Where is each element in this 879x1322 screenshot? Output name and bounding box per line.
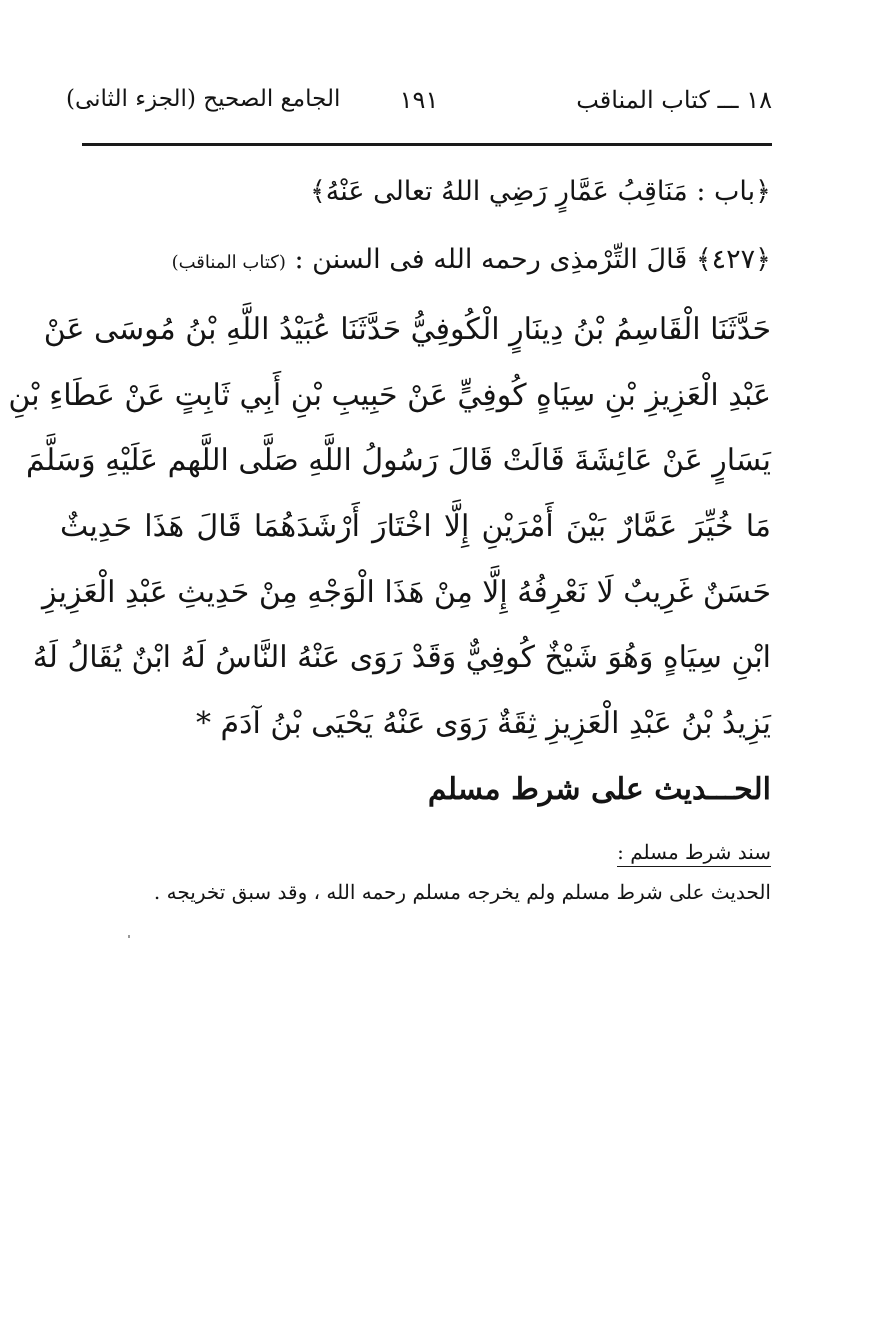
page-number: ١٩١ <box>399 86 439 114</box>
hadith-line: عَبْدِ الْعَزِيزِ بْنِ سِيَاهٍ كُوفِيٍّ عَنْ حَبِيبِ بْنِ أَبِي ثَابِتٍ عَنْ عَطَاءِ بْنِ <box>8 378 771 413</box>
book-running-title: الجامع الصحيح (الجزء الثانى) <box>66 86 341 112</box>
hadith-intro: قَالَ التِّرْمذِى رحمه الله فى السنن : <box>294 244 688 275</box>
print-speck <box>128 935 130 938</box>
hadith-line: حَدَّثَنَا الْقَاسِمُ بْنُ دِينَارٍ الْكُوفِيُّ حَدَّثَنَا عُبَيْدُ اللَّهِ بْنُ مُوسَى عَنْ <box>43 312 771 347</box>
hadith-line: يَزِيدُ بْنُ عَبْدِ الْعَزِيزِ ثِقَةٌ رَوَى عَنْهُ يَحْيَى بْنُ آدَمَ * <box>196 706 771 741</box>
hadith-line: يَسَارٍ عَنْ عَائِشَةَ قَالَتْ قَالَ رَسُولُ اللَّهِ صَلَّى اللَّهم عَلَيْهِ وَسَلَّمَ <box>26 443 771 478</box>
hadith-grade: الحـــديث على شرط مسلم <box>427 772 771 807</box>
note-text: الحديث على شرط مسلم ولم يخرجه مسلم رحمه الله ، وقد سبق تخريجه . <box>153 880 771 904</box>
hadith-line: مَا خُيِّرَ عَمَّارٌ بَيْنَ أَمْرَيْنِ إِلَّا اخْتَارَ أَرْشَدَهُمَا قَالَ هَذَا حَدِيثٌ <box>60 509 771 544</box>
running-header <box>66 86 772 126</box>
hadith-line: ابْنِ سِيَاهٍ وَهُوَ شَيْخٌ كُوفِيٌّ وَقَدْ رَوَى عَنْهُ النَّاسُ لَهُ ابْنٌ يُقَالُ لَهُ <box>32 640 771 675</box>
chapter-heading: ﴿باب : مَنَاقِبُ عَمَّارٍ رَضِي اللهُ تعالى عَنْهُ﴾ <box>309 176 771 207</box>
hadith-number: ﴿٤٢٧﴾ <box>695 244 771 275</box>
chapter-running-title: ١٨ ـــ كتاب المناقب <box>576 86 772 114</box>
hadith-reference: (كتاب المناقب) <box>171 252 286 273</box>
hadith-heading <box>60 244 771 275</box>
note-label: سند شرط مسلم : <box>617 840 771 867</box>
hadith-line: حَسَنٌ غَرِيبٌ لَا نَعْرِفُهُ إِلَّا مِنْ هَذَا الْوَجْهِ مِنْ حَدِيثِ عَبْدِ الْعَزِيزِ <box>42 575 771 610</box>
header-rule <box>82 143 772 146</box>
